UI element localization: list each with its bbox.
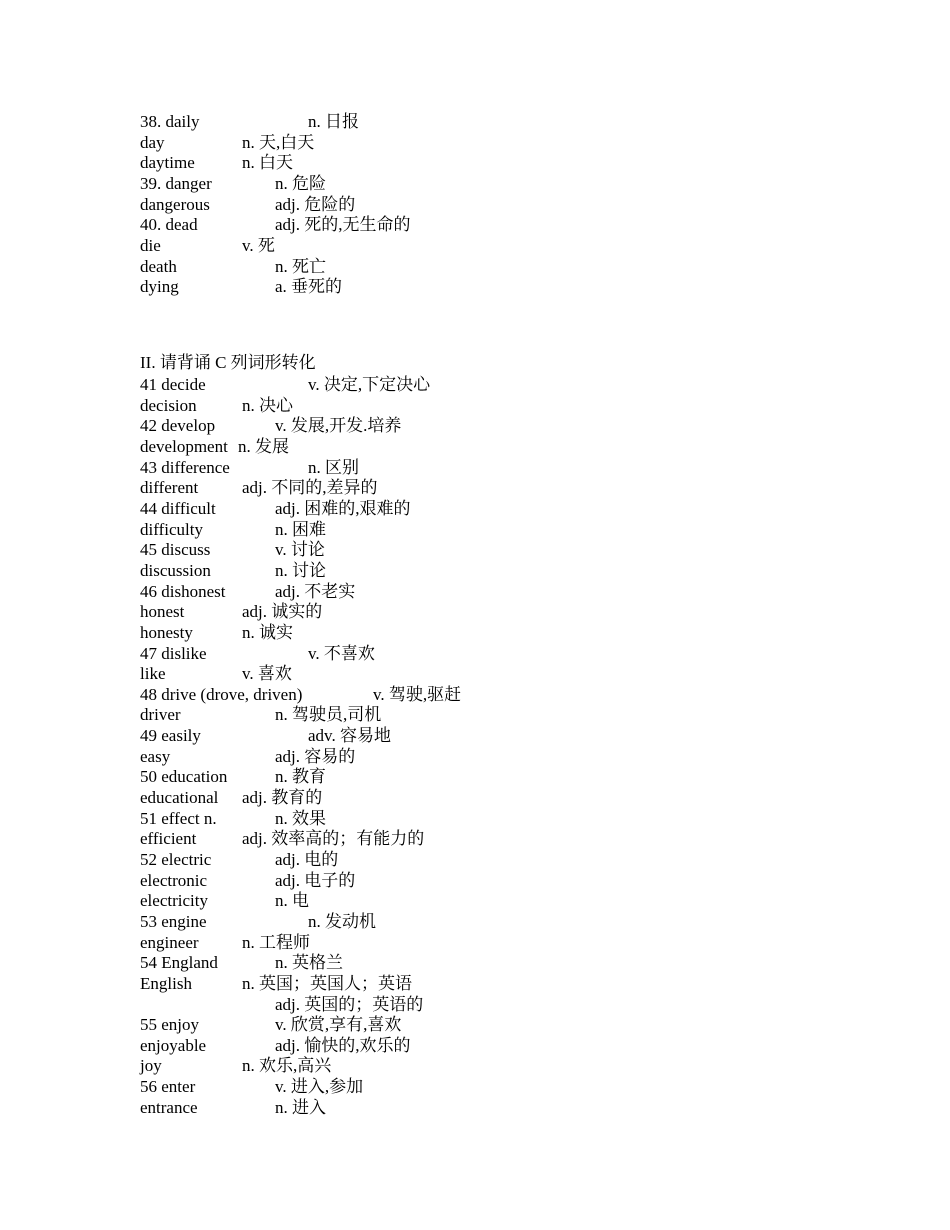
vocab-word: dying xyxy=(140,277,179,297)
vocab-definition: n. 工程师 xyxy=(242,932,310,952)
vocab-definition: n. 决心 xyxy=(242,395,293,415)
vocab-definition: n. 效果 xyxy=(275,808,326,828)
vocab-word: different xyxy=(140,478,199,498)
vocab-word: dangerous xyxy=(140,194,210,214)
vocab-word: 41 decide xyxy=(140,375,206,394)
vocab-definition: n. 危险 xyxy=(275,173,326,193)
vocab-definition: adv. 容易地 xyxy=(308,726,391,745)
vocab-word: 45 discuss xyxy=(140,540,211,560)
vocab-word: 44 difficult xyxy=(140,498,216,518)
vocab-word: die xyxy=(140,235,161,255)
vocab-definition: adj. 容易的 xyxy=(275,746,356,766)
vocab-word: 39. danger xyxy=(140,173,212,193)
vocab-word: development xyxy=(140,436,228,456)
vocab-word: 51 effect n. xyxy=(140,808,217,828)
vocab-definition: n. 死亡 xyxy=(275,256,326,276)
vocab-word: easy xyxy=(140,746,171,766)
vocab-definition: v. 进入,参加 xyxy=(275,1077,364,1097)
vocab-word: difficulty xyxy=(140,519,203,539)
vocab-word: decision xyxy=(140,395,197,415)
vocab-definition: adj. 不同的,差异的 xyxy=(242,478,378,498)
vocab-definition: n. 电 xyxy=(275,891,309,911)
vocab-definition: n. 发展 xyxy=(238,436,289,456)
vocab-definition: adj. 愉快的,欢乐的 xyxy=(275,1035,411,1055)
vocab-word: 46 dishonest xyxy=(140,581,226,601)
vocab-word: English xyxy=(140,973,192,993)
vocab-definition: a. 垂死的 xyxy=(275,277,343,297)
vocab-definition: v. 决定,下定决心 xyxy=(308,375,431,394)
vocab-definition: n. 发动机 xyxy=(308,911,376,931)
vocab-definition: adj. 教育的 xyxy=(242,788,323,807)
vocab-definition: adj. 英国的；英语的 xyxy=(275,994,424,1014)
vocab-definition: n. 英格兰 xyxy=(275,953,343,973)
vocab-definition: v. 死 xyxy=(242,235,275,255)
vocab-definition: n. 进入 xyxy=(275,1097,326,1117)
vocab-word: 42 develop xyxy=(140,416,216,436)
vocab-definition: adj. 电的 xyxy=(275,850,339,869)
vocab-word: 50 education xyxy=(140,767,228,787)
vocab-word: 47 dislike xyxy=(140,643,207,663)
vocab-definition: adj. 效率高的；有能力的 xyxy=(242,829,425,849)
vocab-definition: adj. 危险的 xyxy=(275,194,356,214)
vocab-definition: n. 讨论 xyxy=(275,560,326,580)
section-heading: II. 请背诵 C 列词形转化 xyxy=(140,353,316,372)
vocab-word: death xyxy=(140,256,177,276)
vocab-word: electricity xyxy=(140,891,208,911)
vocab-definition: v. 发展,开发.培养 xyxy=(275,416,402,436)
vocab-definition: n. 困难 xyxy=(275,519,326,539)
vocab-definition: n. 白天 xyxy=(242,153,293,173)
vocab-definition: adj. 诚实的 xyxy=(242,602,323,622)
vocab-definition: n. 欢乐,高兴 xyxy=(242,1056,332,1076)
vocab-word: driver xyxy=(140,705,181,725)
vocab-word: 38. daily xyxy=(140,112,200,131)
vocab-word: like xyxy=(140,664,166,684)
vocab-word: 49 easily xyxy=(140,726,201,745)
vocab-word: entrance xyxy=(140,1097,198,1117)
vocab-word: honesty xyxy=(140,622,193,642)
vocab-definition: n. 驾驶员,司机 xyxy=(275,705,382,725)
vocab-definition: v. 喜欢 xyxy=(242,664,292,684)
vocab-word: 54 England xyxy=(140,953,218,973)
vocab-definition: adj. 困难的,艰难的 xyxy=(275,498,411,518)
vocab-definition: adj. 不老实 xyxy=(275,581,356,601)
vocab-definition: n. 英国；英国人；英语 xyxy=(242,973,412,993)
vocab-definition: v. 讨论 xyxy=(275,540,325,560)
vocab-word: honest xyxy=(140,602,185,622)
vocab-definition: v. 欣赏,享有,喜欢 xyxy=(275,1015,402,1035)
vocab-word: enjoyable xyxy=(140,1035,207,1055)
vocab-word: engineer xyxy=(140,932,199,952)
vocab-definition: n. 日报 xyxy=(308,112,359,131)
vocab-definition: v. 驾驶,驱赶 xyxy=(373,684,462,704)
vocab-definition: n. 天,白天 xyxy=(242,132,315,152)
vocab-definition: n. 诚实 xyxy=(242,622,293,642)
vocab-definition: adj. 电子的 xyxy=(275,870,356,890)
vocab-word: joy xyxy=(140,1056,162,1076)
vocab-definition: n. 区别 xyxy=(308,457,359,477)
vocab-word: efficient xyxy=(140,829,197,849)
vocab-word: 55 enjoy xyxy=(140,1015,200,1035)
vocab-word: electronic xyxy=(140,870,208,890)
vocab-word: day xyxy=(140,132,165,152)
vocab-word: 52 electric xyxy=(140,850,212,869)
vocab-definition: v. 不喜欢 xyxy=(308,643,375,663)
vocab-word: 56 enter xyxy=(140,1077,196,1097)
vocab-word: educational xyxy=(140,788,219,807)
vocab-word: 53 engine xyxy=(140,911,207,931)
vocab-definition: n. 教育 xyxy=(275,767,326,787)
vocab-word: daytime xyxy=(140,153,195,173)
vocab-word: 40. dead xyxy=(140,215,198,235)
vocab-word: 48 drive (drove, driven) xyxy=(140,684,303,704)
vocab-word: 43 difference xyxy=(140,457,230,477)
vocab-definition: adj. 死的,无生命的 xyxy=(275,215,411,235)
vocab-word: discussion xyxy=(140,560,211,580)
